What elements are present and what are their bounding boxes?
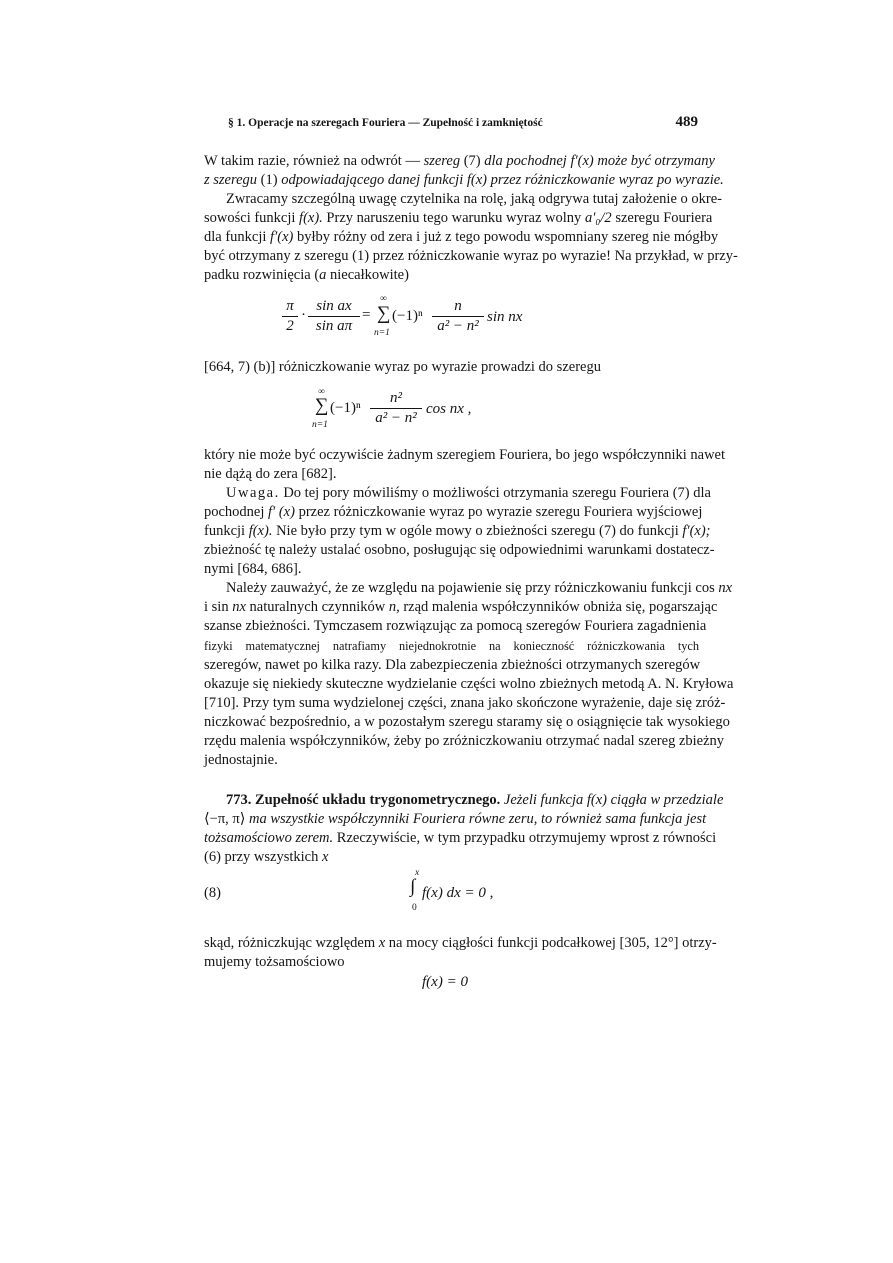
running-head: § 1. Operacje na szeregach Fouriera — Zupełność i zamkniętość bbox=[228, 117, 543, 129]
paragraph-5-line-1: Uwaga. Do tej pory mówiliśmy o możliwości otrzymania szeregu Fouriera (7) dla bbox=[226, 485, 711, 501]
paragraph-2-line-4: być otrzymany z szeregu (1) przez różniczkowanie wyraz po wyrazie! Na przykład, w przy- bbox=[204, 248, 738, 264]
paragraph-5-line-2: pochodnej f′ (x) przez różniczkowanie wyraz po wyrazie szeregu Fouriera wyjściowej bbox=[204, 504, 703, 520]
paragraph-6-line-9: rzędu malenia współczynników, żeby po zróżniczkowaniu otrzymać nadal szereg zbieżny bbox=[204, 733, 725, 749]
eq1-series-fraction: $\frac{n}{\text{a² − n²}}$ bbox=[432, 298, 484, 335]
section-773-line-2: ⟨−π, π⟩ ma wszystkie współczynniki Fouriera równe zeru, to również sama funkcja jest bbox=[204, 811, 707, 827]
equation-8-number: (8) bbox=[204, 885, 221, 901]
paragraph-4-line-2: nie dążą do zera [682]. bbox=[204, 466, 337, 482]
paragraph-4-line-1: który nie może być oczywiście żadnym szeregiem Fouriera, bo jego współczynniki nawet bbox=[204, 447, 726, 463]
paragraph-6-line-3: szanse zbieżności. Tymczasem rozwiązując za pomocą szeregów Fouriera zagadnienia bbox=[204, 618, 707, 634]
page-number: 489 bbox=[675, 114, 698, 130]
paragraph-3: [664, 7) (b)] różniczkowanie wyraz po wyrazie prowadzi do szeregu bbox=[204, 359, 601, 375]
paragraph-6-line-6: okazuje się niekiedy skuteczne wydzielanie części wolno zbieżnych metodą A. N. Kryłowa bbox=[204, 676, 734, 692]
equation-final: f(x) = 0 bbox=[422, 974, 468, 990]
page-header bbox=[228, 114, 698, 136]
paragraph-6-line-7: [710]. Przy tym suma wydzielonej części, znana jako skończone wyrażenie, daje się zróż- bbox=[204, 695, 726, 711]
paragraph-8-line-2: mujemy tożsamościowo bbox=[204, 954, 345, 970]
paragraph-5-line-5: nymi [684, 686]. bbox=[204, 561, 302, 577]
paragraph-5-line-3: funkcji f(x). Nie było przy tym w ogóle mowy o zbieżności szeregu (7) do funkcji f′(x); bbox=[204, 523, 711, 539]
paragraph-2-line-3: dla funkcji f′(x) byłby różny od zera i już z tego powodu wspomniany szereg nie mógłby bbox=[204, 229, 719, 245]
paragraph-6-line-4: fizyki matematycznej natrafiamy niejednokrotnie na konieczność różniczkowania tych bbox=[204, 639, 699, 653]
paragraph-8-line-1: skąd, różniczkując względem x na mocy ciągłości funkcji podcałkowej [305, 12°] otrzy- bbox=[204, 935, 717, 951]
equation-2: ∞ ∑ n=1 (−1)ⁿ $\frac{\text{n²}}{\text{a² − n²}}$ cos nx , bbox=[312, 387, 472, 430]
paragraph-2-line-5: padku rozwinięcia (a niecałkowite) bbox=[204, 267, 409, 283]
eq1-lhs-fraction: $\frac{\pi}{2}$ bbox=[282, 298, 298, 335]
eq1-sin-fraction: $\frac{\text{sin ax}}{\text{sin aπ}}$ bbox=[308, 298, 360, 335]
paragraph-2-line-1: Zwracamy szczególną uwagę czytelnika na rolę, jaką odgrywa tutaj założenie o okre- bbox=[226, 191, 722, 207]
eq1-sigma: ∑ bbox=[377, 303, 391, 324]
eq2-sigma: ∑ bbox=[315, 395, 329, 416]
equation-8: x ∫ 0 f(x) dx = 0 , bbox=[410, 868, 494, 913]
equation-1: $\frac{\pi}{2}$ · $\frac{\text{sin ax}}{\text{sin aπ}}$ = ∞ ∑ n=1 (−1)ⁿ $\frac{n}{\text{a² − n²}}$ sin nx bbox=[282, 298, 542, 348]
paragraph-6-line-2: i sin nx naturalnych czynników n, rząd malenia współczynników obniża się, pogarszając bbox=[204, 599, 718, 615]
eq2-series-fraction: $\frac{\text{n²}}{\text{a² − n²}}$ bbox=[370, 390, 422, 427]
paragraph-6-line-10: jednostajnie. bbox=[204, 752, 278, 768]
section-773-line-4: (6) przy wszystkich x bbox=[204, 849, 329, 865]
paragraph-6-line-8: niczkować bezpośrednio, a w pozostałym szeregu staramy się o osiągnięcie tak wysokiego bbox=[204, 714, 730, 730]
integral-sign: ∫ bbox=[410, 876, 416, 897]
paragraph-1-line-1: W takim razie, również na odwrót — szereg (7) dla pochodnej f′(x) może być otrzymany bbox=[204, 153, 715, 169]
paragraph-1-line-2: z szeregu (1) odpowiadającego danej funkcji f(x) przez różniczkowanie wyraz po wyrazie. bbox=[204, 172, 724, 188]
paragraph-2-line-2: sowości funkcji f(x). Przy naruszeniu tego warunku wyraz wolny a′₀/2 szeregu Fouriera bbox=[204, 210, 713, 226]
paragraph-6-line-5: szeregów, nawet po kilka razy. Dla zabezpieczenia zbieżności otrzymanych szeregów bbox=[204, 657, 701, 673]
section-773-line-3: tożsamościowo zerem. Rzeczywiście, w tym przypadku otrzymujemy wprost z równości bbox=[204, 830, 717, 846]
section-773-line-1: 773. Zupełność układu trygonometrycznego. Jeżeli funkcja f(x) ciągła w przedziale bbox=[226, 792, 724, 808]
paragraph-6-line-1: Należy zauważyć, że ze względu na pojawienie się przy różniczkowaniu funkcji cos nx bbox=[226, 580, 733, 596]
paragraph-5-line-4: zbieżność tę należy ustalać osobno, posługując się odpowiednimi warunkami dostatecz- bbox=[204, 542, 715, 558]
